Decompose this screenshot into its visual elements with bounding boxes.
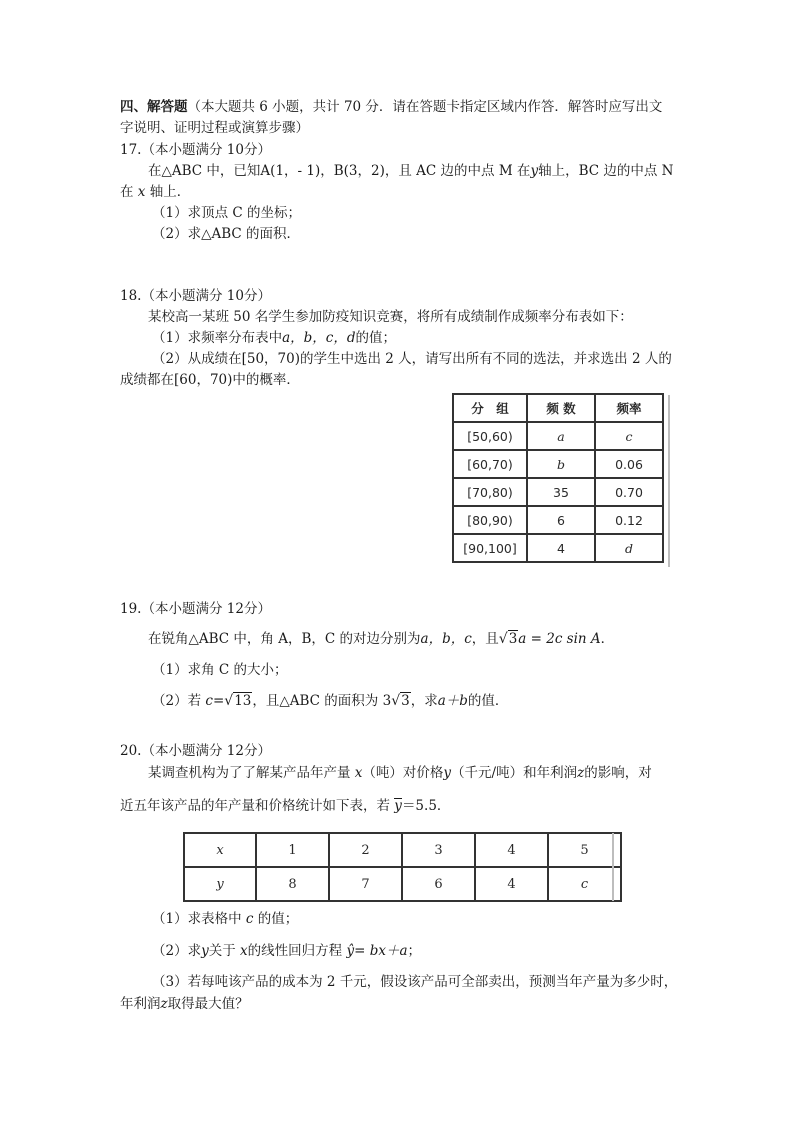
table-cell: [80,90) (453, 506, 527, 534)
table-cell: 35 (527, 478, 595, 506)
q20-y-hat: ŷ (346, 943, 355, 959)
q19-part2 (152, 692, 508, 710)
q20-y-bar: y (394, 798, 402, 814)
table-cell: 0.06 (595, 450, 663, 478)
sqrt-symbol: √13 (224, 693, 252, 709)
q20-stem-text-c: （千元/吨）和年利润 (451, 765, 578, 781)
q19-part2-text-b: ，且△ABC 的面积为 3 (252, 693, 392, 709)
sqrt-radicand: 3 (401, 693, 410, 709)
q20-part3-line1: （3）若每吨该产品的成本为 2 千元，假设该产品可全部卖出，预测当年产量为多少时， (152, 974, 678, 990)
q19-stem (148, 630, 614, 648)
q20-header: 20.（本小题满分 12分） (120, 743, 271, 759)
q20-stem-text: 某调查机构为了了解某产品年产量 (148, 765, 351, 781)
q18-stem: 某校高一某班 50 名学生参加防疫知识竞赛，将所有成绩制作成频率分布表如下： (148, 309, 633, 325)
table-cell: 8 (256, 867, 329, 901)
table-cell: 5 (548, 833, 621, 867)
q20-var-x: x (354, 765, 363, 781)
table-cell: c (595, 422, 663, 450)
scan-shadow (612, 833, 614, 901)
q20-part2-var-y: y (201, 943, 209, 959)
row-label-y: y (184, 867, 256, 901)
header-cell: 频 数 (527, 394, 595, 422)
q17-stem-text-c: 在 (120, 184, 134, 200)
q20-regression-eq: = bx＋a (354, 943, 408, 959)
q20-part2-text-b: 关于 (208, 943, 236, 959)
table-row (184, 833, 621, 867)
scan-shadow (668, 395, 670, 567)
section-instructions-cont: 字说明、证明过程或演算步骤） (120, 120, 309, 136)
q19-stem-text-b: ，且 (471, 631, 499, 647)
q18-part2-line2: 成绩都在[60，70)中的概率． (120, 372, 300, 388)
row-label-x: x (184, 833, 256, 867)
table-cell: 2 (329, 833, 402, 867)
header-cell: 频率 (595, 394, 663, 422)
q19-part2-text-c: ，求 (410, 693, 438, 709)
q17-stem-text-b: 轴上，BC 边的中点 N (538, 163, 674, 179)
section-title (120, 98, 662, 116)
q19-var-c: c (205, 693, 213, 709)
q18-part1-vars: a，b，c，d (282, 330, 356, 346)
table-cell: d (595, 534, 663, 562)
table-row (453, 422, 663, 450)
table-cell: [50,60) (453, 422, 527, 450)
q20-var-z: z (577, 765, 585, 781)
q18-part2-line1: （2）从成绩在[50，70)的学生中选出 2 人，请写出所有不同的选法，并求选出 2 人的 (152, 351, 672, 367)
q17-stem-line1 (148, 162, 673, 180)
q17-var-y: y (530, 163, 539, 179)
q20-part2-end: ； (407, 943, 422, 959)
table-cell: 7 (329, 867, 402, 901)
sqrt-symbol: √3 (391, 693, 410, 709)
q20-part3-text: 年利润 (120, 996, 161, 1012)
sqrt-radicand: 13 (234, 693, 252, 709)
table-header-row (453, 394, 663, 422)
q20-part1-text: （1）求表格中 (152, 911, 242, 927)
q20-part2-text: （2）求 (152, 943, 202, 959)
q20-part1-var: c (245, 911, 254, 927)
q18-part1 (152, 329, 396, 347)
sqrt-radicand: 3 (508, 631, 518, 647)
table-cell: 1 (256, 833, 329, 867)
table-row (453, 478, 663, 506)
q20-stem-text-d: 的影响，对 (584, 765, 652, 781)
q20-stem-line1 (148, 764, 652, 782)
table-cell: 0.70 (595, 478, 663, 506)
q20-part2-var-x: x (240, 943, 248, 959)
table-cell: 4 (475, 867, 548, 901)
q19-stem-vars: a，b，c (420, 631, 472, 647)
table-cell: c (548, 867, 621, 901)
table-cell: a (527, 422, 595, 450)
q20-part1 (152, 910, 298, 928)
table-cell: 3 (402, 833, 475, 867)
q20-part1-end: 的值； (257, 911, 299, 927)
table-row (453, 450, 663, 478)
table-row (453, 506, 663, 534)
table-cell: 6 (402, 867, 475, 901)
q19-equation: a = 2c sin A (518, 631, 601, 647)
q20-stem-text-b: （吨）对价格 (362, 765, 444, 781)
q19-expr: a＋b (437, 693, 468, 709)
q17-var-x: x (137, 184, 146, 200)
table-cell: 4 (527, 534, 595, 562)
q19-stem-text: 在锐角△ABC 中，角 A，B，C 的对边分别为 (148, 631, 421, 647)
table-cell: [90,100] (453, 534, 527, 562)
q17-stem-text: 在△ABC 中，已知A(1，- 1)，B(3，2)，且 AC 边的中点 M 在 (148, 163, 531, 179)
sqrt-symbol: √3 (498, 631, 518, 647)
q19-eq-sign: = (212, 693, 225, 709)
q19-stem-end: ． (600, 631, 615, 647)
q17-header: 17.（本小题满分 10分） (120, 142, 271, 158)
table-cell: [60,70) (453, 450, 527, 478)
section-label: 四、解答题 (120, 99, 188, 115)
q19-header: 19.（本小题满分 12分） (120, 601, 271, 617)
table-row (184, 867, 621, 901)
q17-part1: （1）求顶点 C 的坐标； (152, 205, 302, 221)
q20-part2-text-c: 的线性回归方程 (247, 943, 343, 959)
table-cell: 6 (527, 506, 595, 534)
q20-stem-text-e: 近五年该产品的年产量和价格统计如下表，若 (120, 798, 390, 814)
table-cell: [70,80) (453, 478, 527, 506)
header-cell: 分 组 (453, 394, 527, 422)
q19-part1: （1）求角 C 的大小； (152, 662, 288, 678)
table-cell: b (527, 450, 595, 478)
q20-part3-var-z: z (160, 996, 168, 1012)
q20-var-y: y (443, 765, 452, 781)
q20-stem-text-f: ＝5.5． (401, 798, 451, 814)
q20-part3-end: 取得最大值？ (167, 996, 249, 1012)
section-instructions: （本大题共 6 小题，共计 70 分．请在答题卡指定区域内作答．解答时应写出文 (187, 99, 663, 115)
q18-part1-end: 的值； (355, 330, 396, 346)
table-cell: 4 (475, 833, 548, 867)
q17-stem-line2 (120, 183, 190, 201)
q19-part2-end: 的值． (467, 693, 509, 709)
q17-part2: （2）求△ABC 的面积． (152, 226, 301, 242)
q20-stem-line2 (120, 797, 450, 815)
table-cell: 0.12 (595, 506, 663, 534)
q18-header: 18.（本小题满分 10分） (120, 288, 271, 304)
table-row (453, 534, 663, 562)
q17-stem-text-d: 轴上． (149, 184, 191, 200)
frequency-table (452, 393, 664, 563)
q20-part3-line2 (120, 995, 249, 1013)
q18-part1-text: （1）求频率分布表中 (152, 330, 283, 346)
xy-data-table (183, 832, 622, 902)
q20-part2 (152, 942, 421, 960)
q19-part2-text: （2）若 (152, 693, 202, 709)
